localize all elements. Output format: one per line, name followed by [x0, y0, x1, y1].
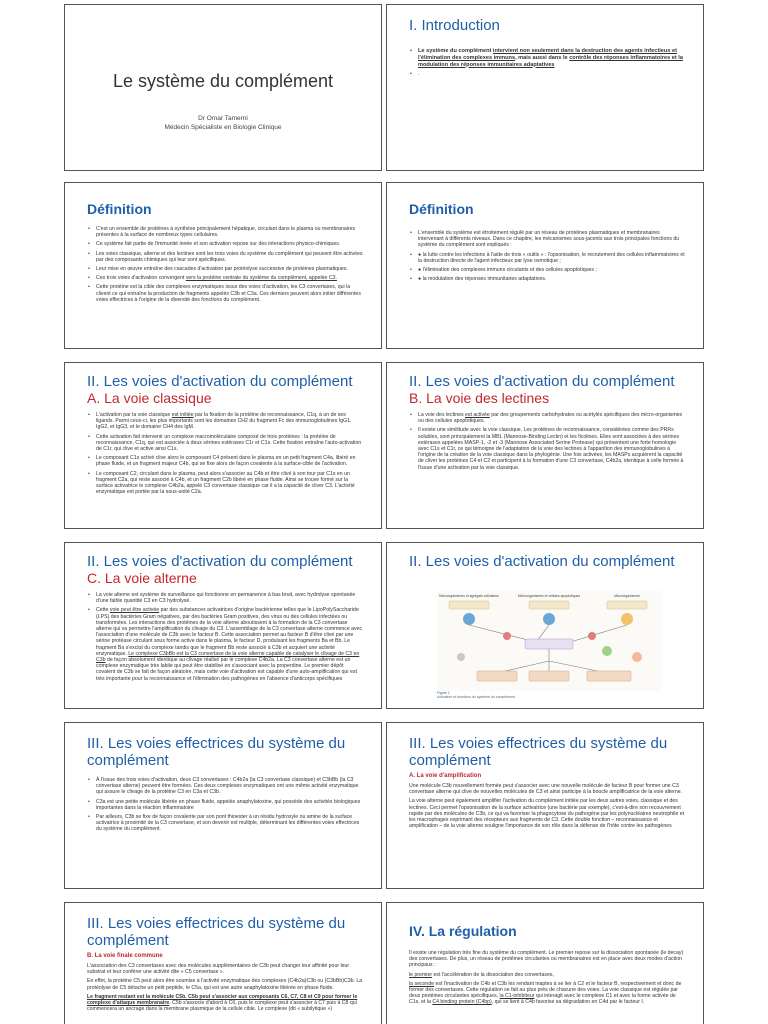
definition-bullet: • Ce système fait partie de l'immunité innée et son activation repose sur des interactions physico-chimiques. — [87, 241, 363, 247]
slide-title: Définition — [87, 201, 152, 217]
presentation-title: Le système du complément — [112, 71, 334, 91]
slide-8-activation-diagram — [386, 542, 704, 709]
effector-bullet: • C3a est une petite molécule libérée en phase fluide, appelée anaphylatoxine, qui possède des activités biologiques importantes dans la réaction inflammatoire — [87, 799, 363, 811]
intro-bullet-empty: • . — [409, 71, 685, 77]
classical-bullet: • Le composant C1s activé clive alors le composant C4 présent dans le plasma en un petit fragment C4a, libéré en phase fluide, et un fragment majeur C4b, qui se fixe alors de façon covalente à la surface-cible de l'activation. — [87, 455, 363, 467]
slide-title: II. Les voies d'activation du complément — [409, 553, 675, 570]
effector-bullet: • À l'issue des trois voies d'activation, deux C3 convertases : C4b2a (la C3 convertase classique) et C3bBb (la C3 convertase alterne) peuvent être formées. Ces deux complexes enzymatiques ont une même activité enzymatique qui assure le clivage de la protéine C3 en C3a et C3b. — [87, 777, 363, 796]
terminal-paragraph: Le fragment restant est la molécule C5b. C5b peut s'associer aux composants C6, C7, C8 et C9 pour former le complexe d'attaque membranaire. C5b s'associe d'abord à C6, puis le complexe peut s'associer à C7 puis à C8 qui commencera un ancrage dans la membrane plasmique de la cellule cible. Le complexe (dit « subilytique ») — [87, 993, 358, 1013]
slide-1-title — [64, 4, 382, 171]
terminal-paragraph: L'association des C3 convertases avec des molécules supplémentaires de C3b peut changer leur affinité pour leur substrat et leur conférer une activité dite « C5 convertase ». — [87, 963, 350, 976]
slide-4-definition — [386, 182, 704, 349]
slide-subtitle: B. La voie finale commune — [87, 953, 163, 959]
lectin-bullet: • La voie des lectines est activée par des groupements carbohydrates ou acétylés spécifiques des micro-organismes ou des cellules apoptotiques. — [409, 412, 685, 424]
lectin-bullet: • Il existe une similitude avec la voie classique. Les protéines de reconnaissance, considérées comme des PRRs solubles, sont principalement la MBL (Mannose-Binding Lectin) et les ficolines. Elles sont associées à des sérines estérases appelées MASP-1, -2 et -3 (Mannose Associated Serine Protease) qui présentent une forte homologie avec C1s et C1r, ce qui témoigne de l'adaptation de la voie des lectines à l'apparition des immunoglobulines à l'origine de la création de la voie classique dans la phylogénie. Une fois activées, les MASPs acquièrent la capacité de cliver les protéines C4 et C2 et participent à la formation d'une C3 convertase, C4b2a, identique à celle formée à l'issue d'une activation par la voie classique. — [409, 427, 685, 470]
terminal-paragraph: En effet, la protéine C5 peut alors être soumise à l'activité enzymatique des complexes (C4b2a)C3b ou (C3bBb)C3b. La protéolyse de C5 détache un petit peptide, le C5a, qui est une autre anaphylatoxine libérée en phase fluide. — [87, 978, 363, 991]
definition-bullet: • ● l'élimination des complexes immuns circulants et des cellules apoptotiques ; — [409, 267, 685, 273]
slide-title: III. Les voies effectrices du système du complément — [87, 915, 346, 949]
slide-12-regulation — [386, 902, 704, 1024]
classical-bullet: • Le composant C2, circulant dans le plasma, peut alors s'associer au C4b et être clivé à son tour par C1s en un fragment C2a, qui reste associé à C4b, et un fragment C2b libéré en phase fluide. Ainsi se trouve formé sur la surface activatrice le complexe C4b2a, appelé C3 convertase classique car il a la capacité de cliver C3. L'activité enzymatique est portée par la sous-unité C2a. — [87, 471, 363, 496]
slide-title: III. Les voies effectrices du système du complément — [87, 735, 346, 769]
definition-bullet: • ● la lutte contre les infections à l'aide de trois « outils » : l'opsonisation, le recrutement des cellules inflammatoires et la destruction directe de l'agent infectieux par lyse osmotique ; — [409, 252, 685, 264]
definition-bullet: • Les voies classique, alterne et des lectines sont les trois voies du système du complément qui peuvent être activées par des composants chimiques qui leur sont spécifiques. — [87, 251, 363, 263]
slide-title: II. Les voies d'activation du complément — [87, 553, 353, 570]
definition-bullet: • L'ensemble du système est étroitement régulé par un réseau de protéines plasmatiques et membranaires intervenant à différents niveaux. Dans ce chapitre, les mécanismes sous-jacents aux trois principales fonctions du système du complément sont expliqués : — [409, 230, 685, 249]
column-header-2: Microorganismes et cellules apoptotiques — [517, 594, 581, 598]
slide-subtitle: A. La voie classique — [87, 390, 212, 406]
complement-pathways-diagram — [437, 591, 662, 691]
slide-title: Définition — [409, 201, 474, 217]
slide-3-definition — [64, 182, 382, 349]
alternative-bullet: • Cette voie peut être activée par des substances activatrices d'origine bactérienne telles que le LipoPolySaccharide (LPS) des bactéries Gram négatives, par des bactéries Gram positives, des virus ou des cellules infectées ou transformées. Les interactions des protéines de la voie alterne aboutissent à la formation de la C3 convertase alterne qui va permettre l'amplification du clivage du C3. L'assemblage de la C3 convertase alterne commence avec l'association d'une molécule de C3b avec le facteur B. Cette association permet au facteur B d'être clivé par une sérine protéase circulant sous forme active dans le plasma, le facteur D, produisant les fragments Ba et Bb. Le fragment Ba s'exclut du complexe tandis que le fragment Bb reste associé à C3b et acquiert une activité enzymatique. Le complexe C3bBb est la C3 convertase de la voie alterne capable de catalyser le clivage de C3 en C3b de façon absolument identique au clivage réalisé par le complexe C4b2a. La C3 convertase alterne est un complexe enzymatique très labile qui peut être stabilisé en s'associant avec la properdine. Le premier dépôt covalent de C3b se fait de façon aléatoire, mais cette voie d'activation est capable d'une auto-amplification qui est très importante pour la reconnaissance et l'élimination des pathogènes en l'absence d'anticorps spécifiques — [87, 607, 363, 681]
slide-title: IV. La régulation — [409, 923, 517, 939]
figure-caption: Figure 1 Activation et fonctions du système du complément. — [437, 691, 516, 700]
definition-bullet: • C'est un ensemble de protéines à synthèse principalement hépatique, circulant dans le plasma ou membranaires présentes à la surface de nombreux types cellulaires. — [87, 226, 363, 238]
slide-7-alternative-pathway — [64, 542, 382, 709]
slide-2-introduction — [386, 4, 704, 171]
intro-bullet: • Le système du complément intervient non seulement dans la destruction des agents infectieux et l'élimination des complexes immuns, mais aussi dans le contrôle des réponses inflammatoires et la modulation des réponses immunitaires adaptatives — [409, 48, 685, 68]
slide-subtitle: B. La voie des lectines — [409, 390, 550, 406]
definition-bullet: • Ces trois voies d'activation convergent vers la protéine centrale du système du complément, appelée C3. — [87, 275, 363, 281]
slide-title: I. Introduction — [409, 17, 500, 34]
slide-10-amplification — [386, 722, 704, 889]
classical-bullet: • Cette activation fait intervenir un complexe macromoléculaire composé de trois protéines : la protéine de reconnaissance, C1q, qui est associée à deux sérines estérases C1r et C1s. Cette fixation entraîne l'auto-activation de C1r, qui clive et active ainsi C1s. — [87, 434, 363, 453]
effector-bullet: • Par ailleurs, C3b se fixe de façon covalente par son pont thioester à un résidu hydroxyle ou amine de la surface activatrice à proximité de la C3 convertase, et son devenir est multiple, déterminant les différentes voies effectrices du système du complément. — [87, 814, 363, 833]
regulation-paragraph: le premier est l'accélération de la dissociation des convertases, — [409, 971, 554, 978]
slide-subtitle: A. La voie d'amplification — [409, 773, 482, 779]
slide-title: II. Les voies d'activation du complément — [409, 373, 675, 390]
amplification-paragraph: La voie alterne peut également amplifier l'activation du complément initiée par les deux autres voies, classique et des lectines. Ceci permet l'opsonisation de la surface activatrice (une bactérie par exemple), c'est-à-dire son recouvrement rapide par des molécules de C3b, ce qui va favoriser la phagocytose du pathogène par les polynucléaires neutrophile et les macrophages exprimant des récepteurs aux fragments de C3. Cette double fonction – reconnaissance et amplification – de la voie alterne souligne l'importance de son rôle dans la défense de l'hôte contre les pathogènes — [409, 798, 685, 830]
definition-bullet: • ● la modulation des réponses immunitaires adaptatives. — [409, 276, 685, 282]
regulation-paragraph: Il existe une régulation très fine du système du complément. Le premier repose sur la dissociation spontanée (le decay) des convertases. De plus, un réseau de protéines circulantes ou membranaires est en place avec deux modes d'action principaux : — [409, 950, 684, 969]
column-header-3: Microorganismes — [614, 594, 640, 598]
author-name: Dr Omar Tamerni — [198, 115, 248, 122]
slide-subtitle: C. La voie alterne — [87, 570, 197, 586]
slide-title: II. Les voies d'activation du complément — [87, 373, 353, 390]
regulation-paragraph: la seconde est l'inactivation de C4b et C3b les rendant inaptes à se lier à C2 et le facteur B, respectivement et donc de former des convertases. Cette régulation se fait au plus près de chacune des voies. La voie classique est régulée par deux protéines circulantes spécifiques, la C1-inhibiteur qui interagit avec le complexe C1 et avec la forme activée de C1s, et la C4 binding protein (C4bp), qui se lient à C4b favorise sa dégradation en C4d par le facteur I. — [409, 980, 682, 1006]
slide-title: III. Les voies effectrices du système du complément — [409, 735, 668, 769]
slide-9-effector-pathways — [64, 722, 382, 889]
author-block — [65, 114, 381, 132]
slide-6-lectin-pathway — [386, 362, 704, 529]
classical-bullet: • L'activation par la voie classique est initiée par la fixation de la protéine de reconnaissance, C1q, à un de ses ligands. Parmi ceux-ci, les plus importants sont les domaines CH2 du fragment Fc des immunoglobulines IgG1, IgG2, et IgG3, et le domaine CH4 des IgM. — [87, 412, 363, 431]
author-role: Médecin Spécialiste en Biologie Clinique — [164, 124, 282, 131]
alternative-bullet: • La voie alterne est système de surveillance qui fonctionne en permanence à bas bruit, avec hydrolyse spontanée d'une faible quantité C3 en C3 hydrolysé. — [87, 592, 363, 604]
column-header-1: Microorganismes et agrégats cellulaires — [439, 594, 499, 598]
definition-bullet: • Leur mise en œuvre entraîne des cascades d'activation par protéolyse successive de protéines plasmatiques. — [87, 266, 363, 272]
definition-bullet: • Cette protéine est la cible des complexes enzymatiques issus des voies d'activation, les C3 convertases, qui la clivent ce qui entraîne la production de fragments appelés C3b et C3a. Ces derniers peuvent alors initier différentes voies effectrices à l'origine de la diversité des fonctions du complément. — [87, 284, 363, 303]
slide-5-classical-pathway — [64, 362, 382, 529]
amplification-paragraph: Une molécule C3b nouvellement formée peut s'associer avec une nouvelle molécule de facteur B pour former une C3 convertase alterne qui clive de nouvelles molécules de C3 et ainsi participe à la boucle amplificatrice de la voie alterne. — [409, 783, 683, 796]
slide-11-terminal-pathway — [64, 902, 382, 1024]
